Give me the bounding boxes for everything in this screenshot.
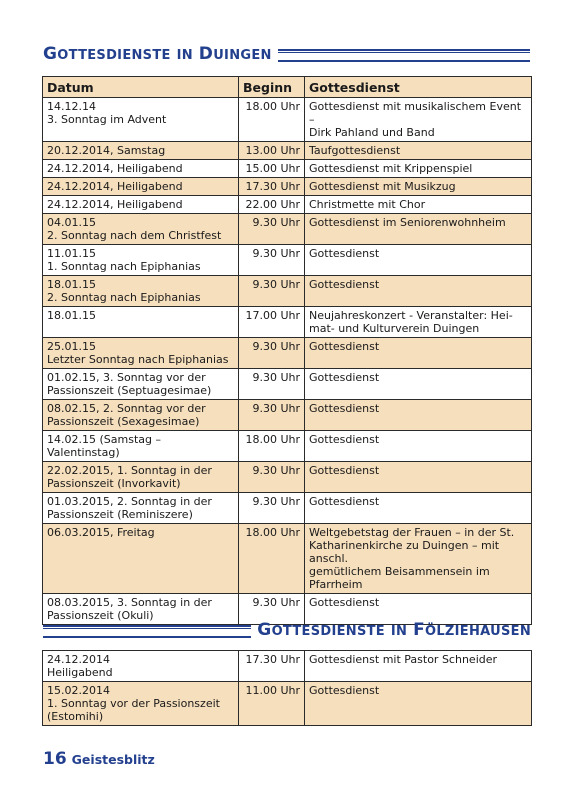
cell-time: 9.30 Uhr <box>239 462 305 493</box>
date-line: (Estomihi) <box>47 710 104 723</box>
service-line: Neujahreskonzert - Veranstalter: Hei- <box>309 309 513 322</box>
service-line: Gottesdienst <box>309 596 380 609</box>
cell-date <box>43 651 239 682</box>
heading-rule <box>43 625 251 638</box>
cell-date <box>43 369 239 400</box>
cell-service <box>305 338 532 369</box>
service-line: Gottesdienst <box>309 278 380 291</box>
column-header-time: Beginn <box>239 77 305 98</box>
cell-date <box>43 178 239 196</box>
service-line: gemütlichem Beisammensein im Pfarrheim <box>309 565 490 591</box>
cell-service <box>305 651 532 682</box>
table-row <box>43 524 532 594</box>
date-line: 01.03.2015, 2. Sonntag in der <box>47 495 212 508</box>
date-line: 08.02.15, 2. Sonntag vor der <box>47 402 206 415</box>
page-footer <box>43 749 155 769</box>
section-heading-duingen <box>43 44 530 64</box>
date-line: 3. Sonntag im Advent <box>47 113 167 126</box>
schedule-table-duingen <box>42 76 532 625</box>
table-row <box>43 338 532 369</box>
service-line: Gottesdienst <box>309 247 380 260</box>
date-line: 1. Sonntag nach Epiphanias <box>47 260 201 273</box>
column-header-date: Datum <box>43 77 239 98</box>
cell-service <box>305 493 532 524</box>
cell-time: 13.00 Uhr <box>239 142 305 160</box>
cell-time: 9.30 Uhr <box>239 276 305 307</box>
cell-date <box>43 431 239 462</box>
cell-service <box>305 462 532 493</box>
table-row <box>43 196 532 214</box>
column-header-service: Gottesdienst <box>305 77 532 98</box>
table-row <box>43 369 532 400</box>
table-row <box>43 462 532 493</box>
cell-service <box>305 196 532 214</box>
cell-time: 17.30 Uhr <box>239 178 305 196</box>
service-line: Gottesdienst <box>309 684 380 697</box>
section-heading-foelziehausen <box>43 620 531 640</box>
cell-time: 11.00 Uhr <box>239 682 305 726</box>
date-line: 18.01.15 <box>47 278 96 291</box>
date-line: 08.03.2015, 3. Sonntag in der <box>47 596 212 609</box>
section-title-foelziehausen: GOTTESDIENSTE IN FÖLZIEHAUSEN <box>257 620 531 640</box>
table-row <box>43 431 532 462</box>
date-line: Passionszeit (Septuagesimae) <box>47 384 212 397</box>
cell-service <box>305 245 532 276</box>
date-line: Passionszeit (Invorkavit) <box>47 477 181 490</box>
cell-date <box>43 142 239 160</box>
date-line: Letzter Sonntag nach Epiphanias <box>47 353 229 366</box>
cell-date <box>43 462 239 493</box>
cell-date <box>43 98 239 142</box>
cell-date <box>43 307 239 338</box>
cell-time: 9.30 Uhr <box>239 214 305 245</box>
cell-time: 9.30 Uhr <box>239 493 305 524</box>
table-row <box>43 276 532 307</box>
cell-service <box>305 400 532 431</box>
date-line: 24.12.2014, Heiligabend <box>47 198 183 211</box>
service-line: Gottesdienst <box>309 495 380 508</box>
service-line: Gottesdienst <box>309 402 380 415</box>
table-row <box>43 307 532 338</box>
table-header-row <box>43 77 532 98</box>
table-row <box>43 651 532 682</box>
magazine-name: Geistesblitz <box>71 752 155 767</box>
cell-date <box>43 493 239 524</box>
cell-service <box>305 431 532 462</box>
cell-date <box>43 276 239 307</box>
date-line: 15.02.2014 <box>47 684 110 697</box>
service-line: mat- und Kulturverein Duingen <box>309 322 480 335</box>
date-line: 11.01.15 <box>47 247 96 260</box>
date-line: 06.03.2015, Freitag <box>47 526 155 539</box>
service-line: Gottesdienst mit musikalischem Event – <box>309 100 522 126</box>
table-row <box>43 142 532 160</box>
cell-date <box>43 214 239 245</box>
date-line: 18.01.15 <box>47 309 96 322</box>
service-line: Gottesdienst im Seniorenwohnheim <box>309 216 506 229</box>
date-line: 22.02.2015, 1. Sonntag in der <box>47 464 212 477</box>
date-line: 24.12.2014, Heiligabend <box>47 180 183 193</box>
cell-time: 18.00 Uhr <box>239 98 305 142</box>
cell-time: 9.30 Uhr <box>239 245 305 276</box>
date-line: 01.02.15, 3. Sonntag vor der <box>47 371 206 384</box>
table-row <box>43 178 532 196</box>
cell-time: 18.00 Uhr <box>239 524 305 594</box>
cell-service <box>305 369 532 400</box>
cell-time: 18.00 Uhr <box>239 431 305 462</box>
service-line: Gottesdienst <box>309 340 380 353</box>
date-line: Heiligabend <box>47 666 113 679</box>
cell-time: 22.00 Uhr <box>239 196 305 214</box>
date-line: 14.02.15 (Samstag – Valentinstag) <box>47 433 161 459</box>
date-line: 2. Sonntag nach dem Christfest <box>47 229 222 242</box>
cell-date <box>43 682 239 726</box>
table-row <box>43 682 532 726</box>
cell-service <box>305 276 532 307</box>
date-line: 25.01.15 <box>47 340 96 353</box>
cell-service <box>305 142 532 160</box>
date-line: 14.12.14 <box>47 100 96 113</box>
cell-service <box>305 307 532 338</box>
cell-time: 9.30 Uhr <box>239 400 305 431</box>
service-line: Dirk Pahland und Band <box>309 126 435 139</box>
date-line: 24.12.2014 <box>47 653 110 666</box>
service-line: Gottesdienst <box>309 433 380 446</box>
cell-service <box>305 178 532 196</box>
cell-service <box>305 524 532 594</box>
date-line: 24.12.2014, Heiligabend <box>47 162 183 175</box>
date-line: 04.01.15 <box>47 216 96 229</box>
cell-date <box>43 338 239 369</box>
date-line: 20.12.2014, Samstag <box>47 144 166 157</box>
cell-date <box>43 245 239 276</box>
service-line: Gottesdienst <box>309 371 380 384</box>
page-number: 16 <box>43 749 67 769</box>
cell-service <box>305 682 532 726</box>
table-row <box>43 245 532 276</box>
service-line: Taufgottesdienst <box>309 144 401 157</box>
table-row <box>43 214 532 245</box>
heading-rule <box>278 49 530 62</box>
date-line: Passionszeit (Reminiszere) <box>47 508 193 521</box>
service-line: Katharinenkirche zu Duingen – mit anschl. <box>309 539 500 565</box>
service-line: Weltgebetstag der Frauen – in der St. <box>309 526 515 539</box>
cell-time: 9.30 Uhr <box>239 369 305 400</box>
cell-time: 15.00 Uhr <box>239 160 305 178</box>
table-row <box>43 400 532 431</box>
cell-date <box>43 400 239 431</box>
date-line: 2. Sonntag nach Epiphanias <box>47 291 201 304</box>
date-line: Passionszeit (Okuli) <box>47 609 154 622</box>
cell-service <box>305 214 532 245</box>
section-title-duingen: GOTTESDIENSTE IN DUINGEN <box>43 44 272 64</box>
service-line: Gottesdienst <box>309 464 380 477</box>
table-row <box>43 98 532 142</box>
service-line: Gottesdienst mit Pastor Schneider <box>309 653 498 666</box>
service-line: Gottesdienst mit Krippenspiel <box>309 162 473 175</box>
cell-time: 17.30 Uhr <box>239 651 305 682</box>
table-row <box>43 493 532 524</box>
cell-time: 17.00 Uhr <box>239 307 305 338</box>
cell-service <box>305 160 532 178</box>
cell-time: 9.30 Uhr <box>239 594 305 625</box>
cell-time: 9.30 Uhr <box>239 338 305 369</box>
service-line: Gottesdienst mit Musikzug <box>309 180 456 193</box>
table-row <box>43 160 532 178</box>
service-line: Christmette mit Chor <box>309 198 426 211</box>
date-line: 1. Sonntag vor der Passionszeit <box>47 697 220 710</box>
cell-date <box>43 160 239 178</box>
schedule-table-foelziehausen <box>42 650 532 726</box>
cell-date <box>43 196 239 214</box>
date-line: Passionszeit (Sexagesimae) <box>47 415 200 428</box>
cell-service <box>305 98 532 142</box>
cell-date <box>43 524 239 594</box>
